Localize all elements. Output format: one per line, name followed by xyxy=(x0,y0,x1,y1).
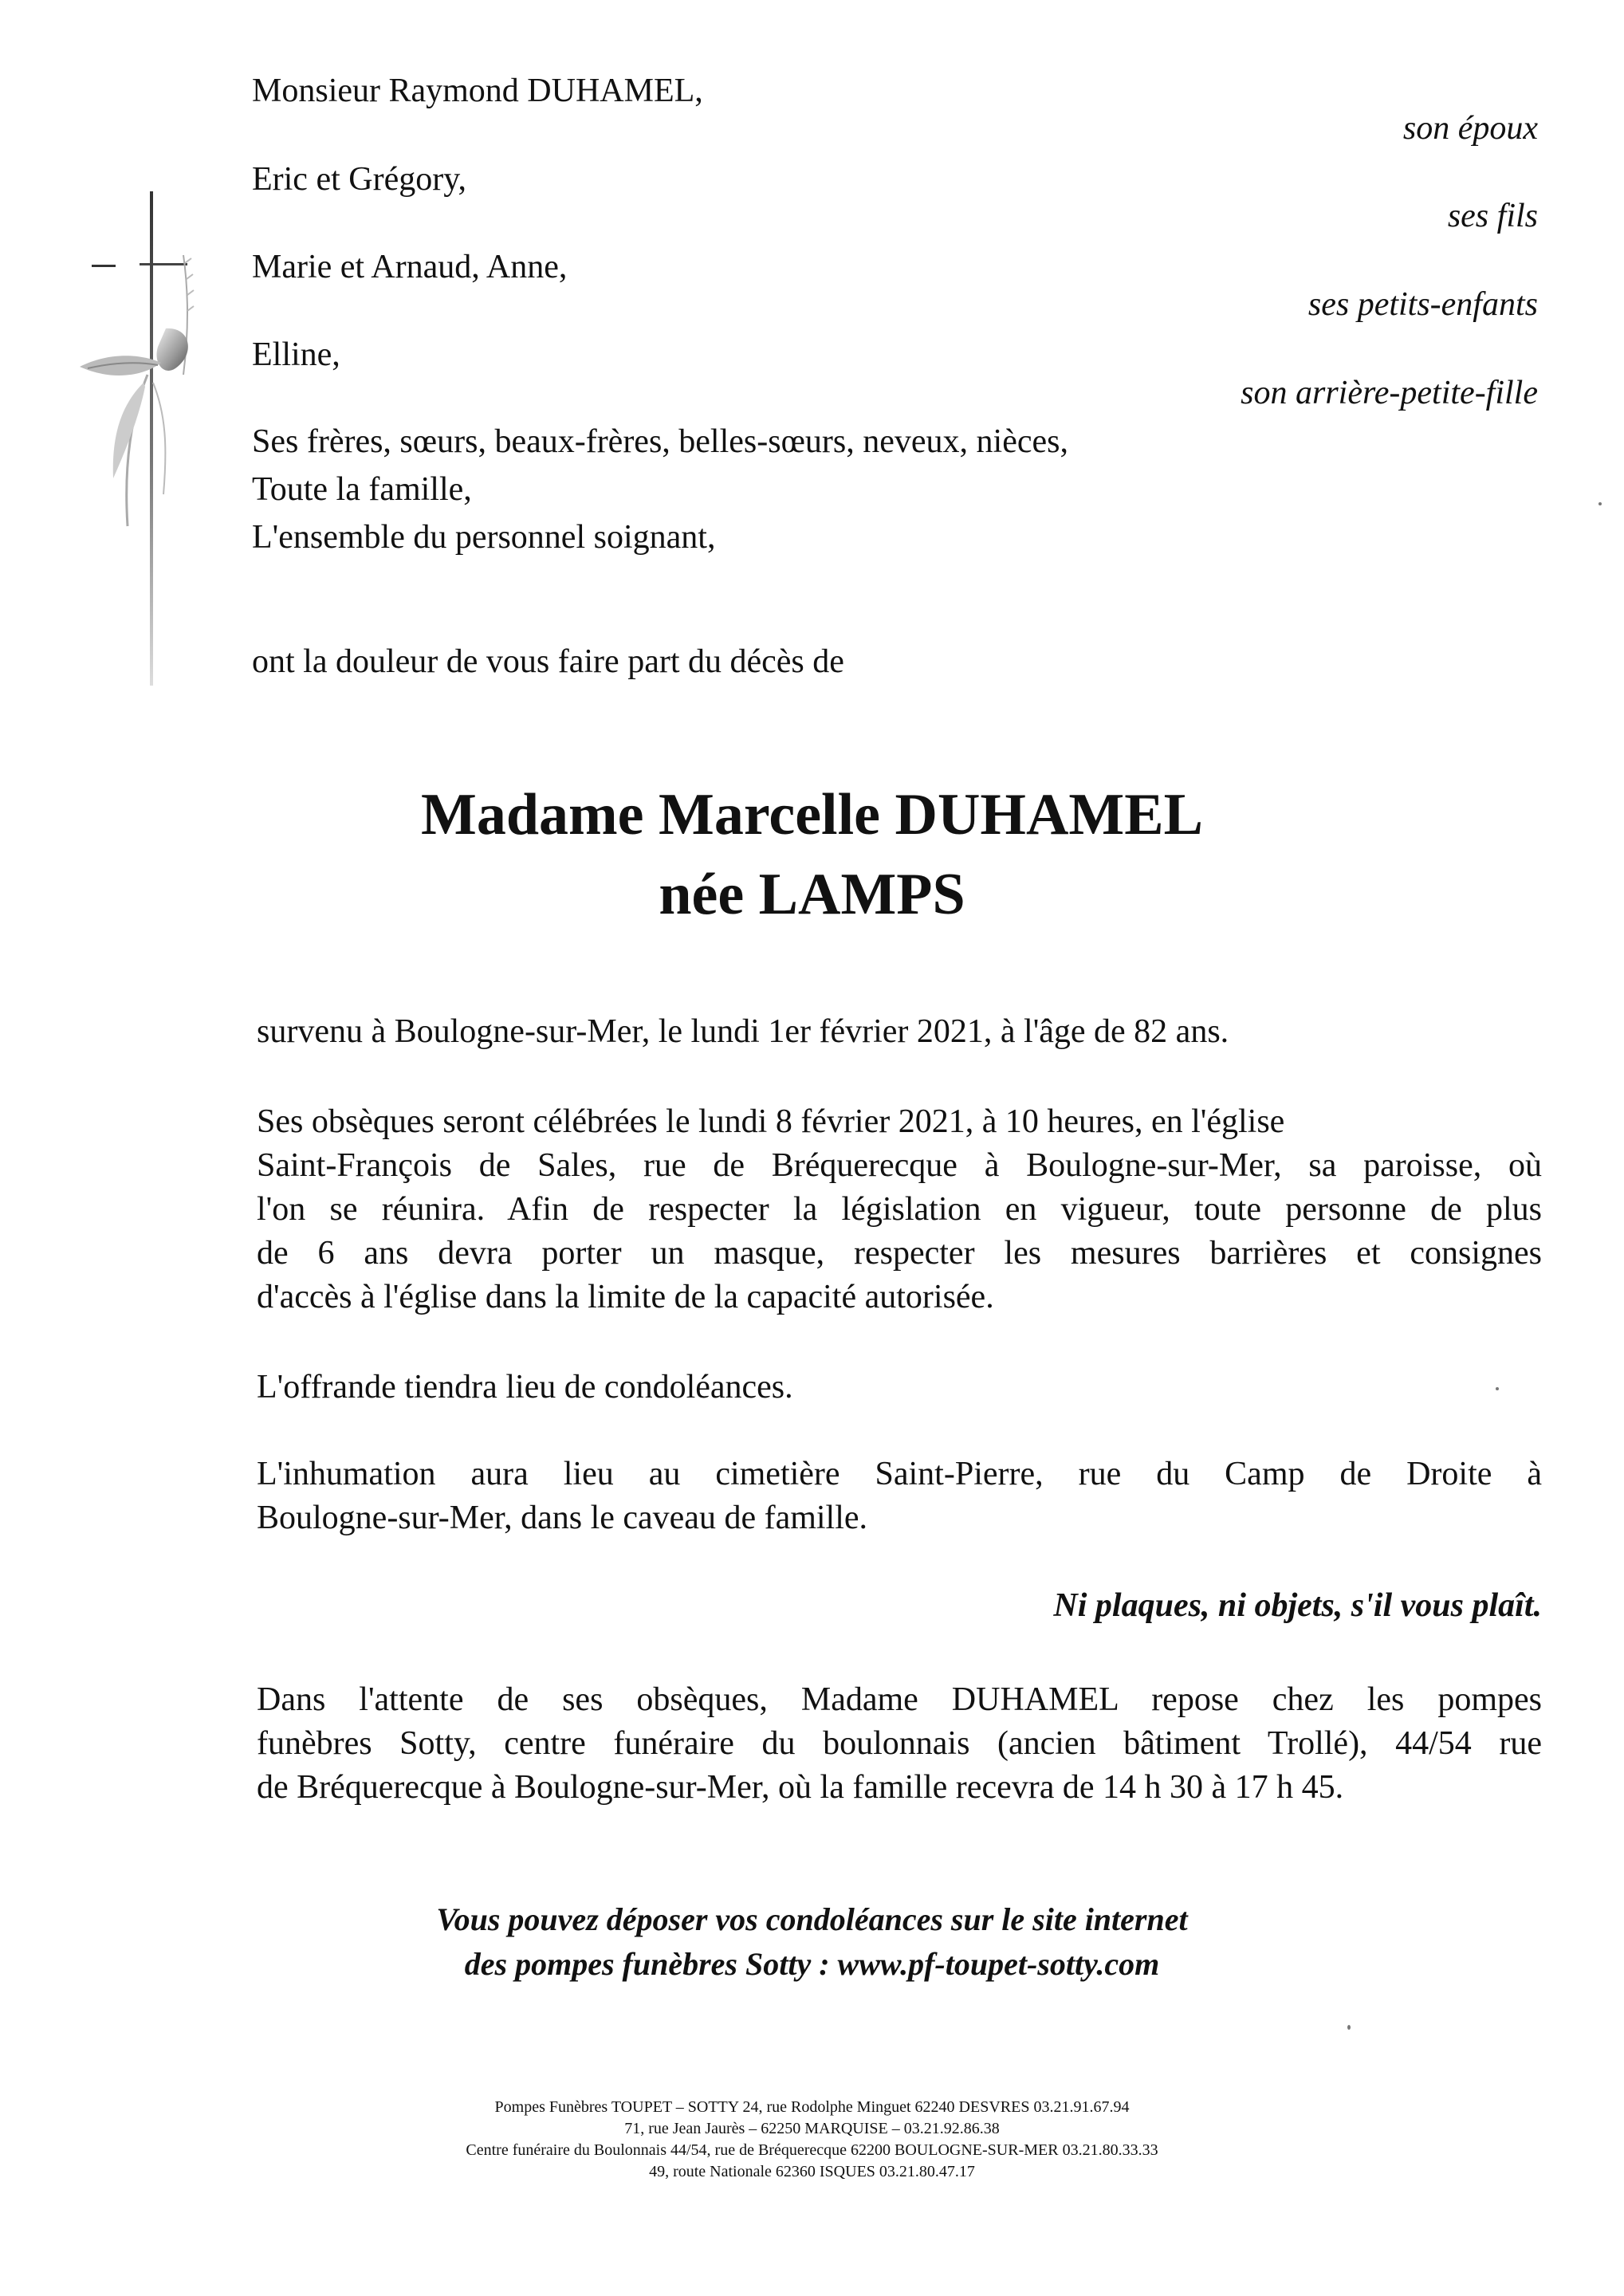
relatives-line: L'ensemble du personnel soignant, xyxy=(252,519,716,556)
footer-line: Pompes Funèbres TOUPET – SOTTY 24, rue Rodolphe Minguet 62240 DESVRES 03.21.91.67.94 xyxy=(494,2098,1130,2116)
family-role-3: ses petits-enfants xyxy=(1307,286,1538,323)
announcement-intro: ont la douleur de vous faire part du décès de xyxy=(252,643,844,680)
rest-paragraph xyxy=(257,1678,1542,1810)
funeral-line: d'accès à l'église dans la limite de la capacité autorisée. xyxy=(257,1279,994,1315)
no-plaques-notice: Ni plaques, ni objets, s'il vous plaît. xyxy=(1053,1587,1542,1624)
website-notice xyxy=(0,1897,1624,1987)
footer-line: 49, route Nationale 62360 ISQUES 03.21.80.47.17 xyxy=(649,2163,975,2180)
cross-lily-icon xyxy=(64,191,239,702)
rest-line: Dans l'attente de ses obsèques, Madame DUHAMEL repose chez les pompes xyxy=(257,1681,1542,1718)
website-line: des pompes funèbres Sotty : www.pf-toupet-sotty.com xyxy=(464,1946,1160,1982)
funeral-line: de 6 ans devra porter un masque, respecter les mesures barrières et consignes xyxy=(257,1235,1542,1272)
burial-line: Boulogne-sur-Mer, dans le caveau de famille. xyxy=(257,1500,868,1536)
family-name-4: Elline, xyxy=(252,336,340,373)
deceased-name: Madame Marcelle DUHAMEL xyxy=(421,782,1203,847)
rest-line: de Bréquerecque à Boulogne-sur-Mer, où la famille recevra de 14 h 30 à 17 h 45. xyxy=(257,1769,1344,1806)
relatives-line: Toute la famille, xyxy=(252,471,472,508)
family-role-2: ses fils xyxy=(1447,198,1538,234)
funeral-line: Ses obsèques seront célébrées le lundi 8 février 2021, à 10 heures, en l'église xyxy=(257,1103,1285,1140)
funeral-line: l'on se réunira. Afin de respecter la législation en vigueur, toute personne de plus xyxy=(257,1191,1542,1228)
scan-speck xyxy=(1496,1387,1499,1390)
death-info: survenu à Boulogne-sur-Mer, le lundi 1er février 2021, à l'âge de 82 ans. xyxy=(257,1013,1229,1050)
family-role-4: son arrière-petite-fille xyxy=(1241,375,1538,411)
rest-line: funèbres Sotty, centre funéraire du boulonnais (ancien bâtiment Trollé), 44/54 rue xyxy=(257,1725,1542,1762)
family-name-1: Monsieur Raymond DUHAMEL, xyxy=(252,73,703,109)
family-role-1: son époux xyxy=(1402,110,1538,147)
funeral-paragraph xyxy=(257,1100,1542,1319)
family-name-3: Marie et Arnaud, Anne, xyxy=(252,249,568,285)
burial-line: L'inhumation aura lieu au cimetière Saint-Pierre, rue du Camp de Droite à xyxy=(257,1456,1542,1492)
offering-text: L'offrande tiendra lieu de condoléances. xyxy=(257,1369,793,1406)
relatives-line: Ses frères, sœurs, beaux-frères, belles-sœurs, neveux, nièces, xyxy=(252,423,1068,460)
website-line: Vous pouvez déposer vos condoléances sur le site internet xyxy=(436,1901,1188,1937)
burial-paragraph xyxy=(257,1453,1542,1540)
family-name-2: Eric et Grégory, xyxy=(252,161,466,198)
relatives-list xyxy=(252,418,1068,561)
scan-speck xyxy=(1347,2025,1351,2030)
footer-line: Centre funéraire du Boulonnais 44/54, rue de Bréquerecque 62200 BOULOGNE-SUR-MER 03.21.80.33.33 xyxy=(466,2141,1158,2159)
footer-line: 71, rue Jean Jaurès – 62250 MARQUISE – 03.21.92.86.38 xyxy=(624,2120,1000,2137)
footer-contacts xyxy=(0,2097,1624,2183)
funeral-line: Saint-François de Sales, rue de Bréquerecque à Boulogne-sur-Mer, sa paroisse, où xyxy=(257,1147,1542,1184)
scan-speck xyxy=(1598,502,1602,505)
deceased-maiden-name: née LAMPS xyxy=(659,862,965,927)
